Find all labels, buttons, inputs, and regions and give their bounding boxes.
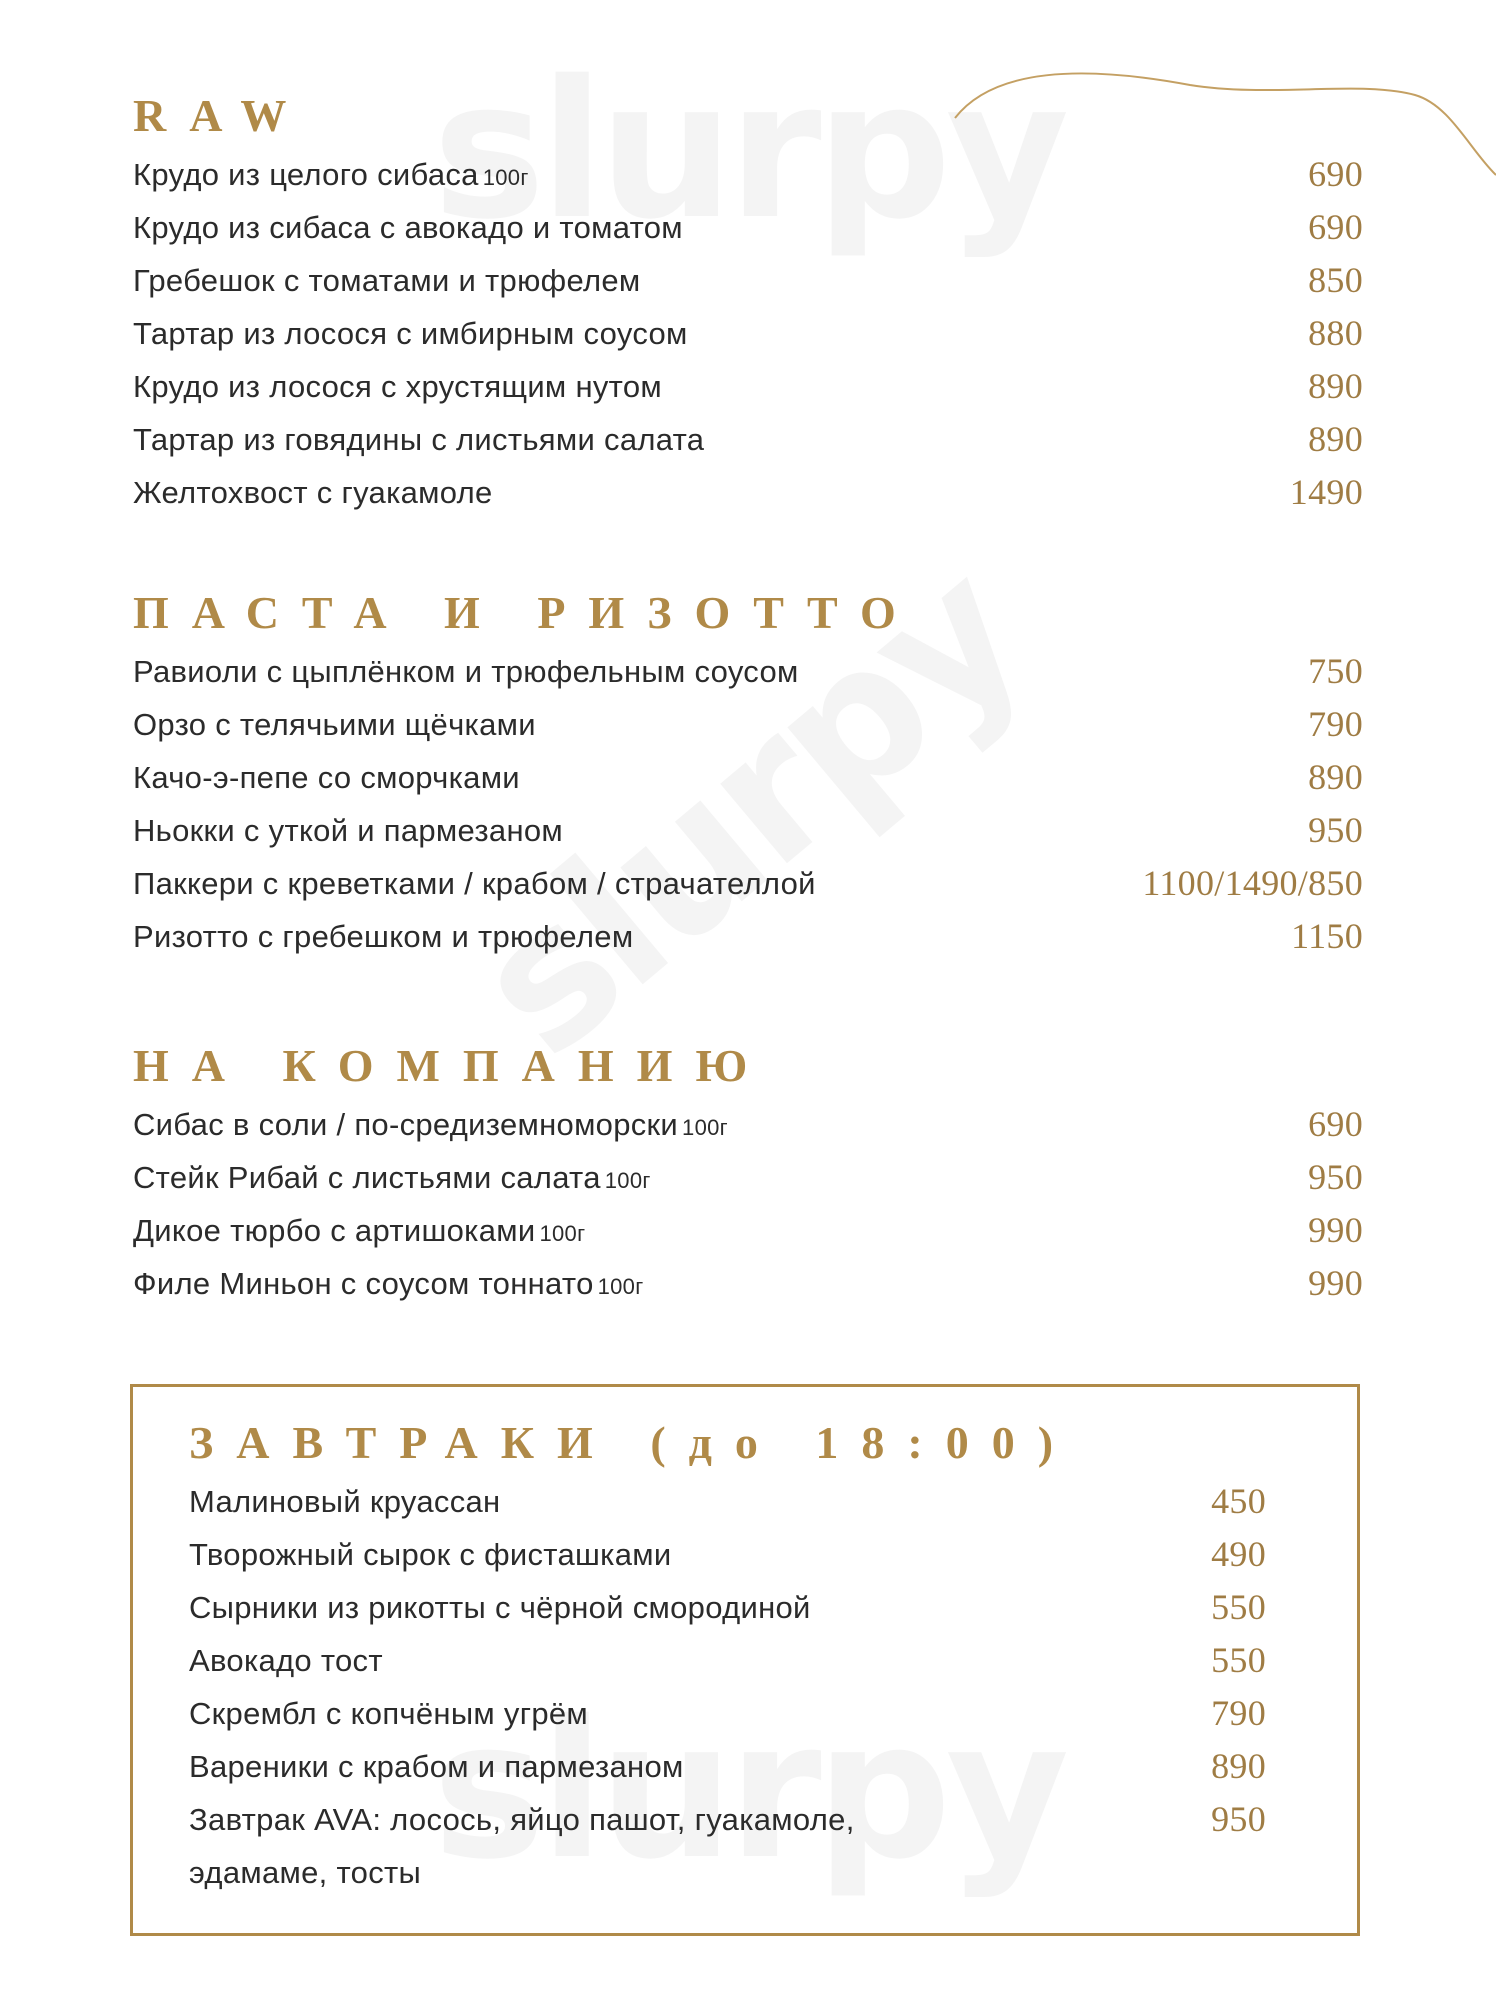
- item-name: Стейк Рибай с листьями салата: [133, 1160, 601, 1195]
- item-price: 1490: [1289, 472, 1363, 512]
- menu-item: [189, 1793, 1266, 1899]
- item-price: 850: [1308, 260, 1363, 300]
- item-name: Крудо из сибаса с авокадо и томатом: [133, 210, 683, 245]
- item-name: Крудо из целого сибаса: [133, 157, 479, 192]
- item-name: Авокадо тост: [189, 1643, 383, 1678]
- menu-item: [133, 148, 1363, 201]
- menu-item: [189, 1740, 1266, 1793]
- item-price: 890: [1211, 1746, 1266, 1786]
- item-price: 790: [1308, 704, 1363, 744]
- item-weight: 100г: [597, 1274, 644, 1299]
- menu-list: [133, 645, 1363, 963]
- menu-item: [189, 1634, 1266, 1687]
- menu-item: [189, 1528, 1266, 1581]
- menu-item: [133, 645, 1363, 698]
- item-price: 490: [1211, 1534, 1266, 1574]
- item-price: 990: [1308, 1263, 1363, 1303]
- item-name: Малиновый круассан: [189, 1484, 501, 1519]
- item-name: Сибас в соли / по-средиземноморски: [133, 1107, 679, 1142]
- menu-list: [189, 1475, 1266, 1899]
- item-name: Ризотто с гребешком и трюфелем: [133, 919, 634, 954]
- section-title: ЗАВТРАКИ (до 18:00): [189, 1417, 1077, 1468]
- item-name: Тартар из говядины с листьями салата: [133, 422, 705, 457]
- item-name: Тартар из лосося с имбирным соусом: [133, 316, 688, 351]
- item-price: 750: [1308, 651, 1363, 691]
- menu-item: [189, 1581, 1266, 1634]
- section-breakfast: [189, 1415, 1266, 1899]
- item-name: Качо-э-пепе со сморчками: [133, 760, 520, 795]
- menu-list: [133, 148, 1363, 519]
- item-name: Желтохвост с гуакамоле: [133, 475, 493, 510]
- section-pasta-risotto: [133, 585, 1363, 963]
- section-title: ПАСТА И РИЗОТТО: [133, 587, 919, 638]
- item-price: 550: [1211, 1587, 1266, 1627]
- item-name: Скрембл с копчёным угрём: [189, 1696, 589, 1731]
- menu-item: [133, 1151, 1363, 1204]
- item-name: Дикое тюрбо с артишоками: [133, 1213, 536, 1248]
- section-raw: [133, 88, 1363, 519]
- item-name: Вареники с крабом и пармезаном: [189, 1749, 684, 1784]
- menu-item: [133, 1257, 1363, 1310]
- section-title: RAW: [133, 90, 310, 141]
- item-name: Творожный сырок с фисташками: [189, 1537, 672, 1572]
- menu-item: [133, 910, 1363, 963]
- menu-item: [133, 698, 1363, 751]
- item-name: Гребешок с томатами и трюфелем: [133, 263, 641, 298]
- item-weight: 100г: [682, 1115, 728, 1140]
- item-price: 990: [1308, 1210, 1363, 1250]
- item-name: Равиоли с цыплёнком и трюфельным соусом: [133, 654, 799, 689]
- item-price: 880: [1308, 313, 1363, 353]
- item-price: 550: [1211, 1640, 1266, 1680]
- item-name: Ньокки с уткой и пармезаном: [133, 813, 564, 848]
- item-price: 790: [1211, 1693, 1266, 1733]
- item-price: 690: [1308, 1104, 1363, 1144]
- menu-list: [133, 1098, 1363, 1310]
- section-for-company: [133, 1038, 1363, 1310]
- item-price: 1150: [1291, 916, 1363, 956]
- item-name: Сырники из рикотты с чёрной смородиной: [189, 1590, 811, 1625]
- item-weight: 100г: [539, 1221, 586, 1246]
- menu-item: [133, 360, 1363, 413]
- item-price: 690: [1308, 154, 1363, 194]
- item-name: Филе Миньон с соусом тоннато: [133, 1266, 594, 1301]
- item-name: Завтрак AVA: лосось, яйцо пашот, гуакамоле, эдамаме, тосты: [189, 1802, 855, 1890]
- menu-item: [133, 254, 1363, 307]
- menu-item: [133, 857, 1363, 910]
- item-price: 950: [1308, 1157, 1363, 1197]
- item-price: 890: [1308, 366, 1363, 406]
- item-name: Орзо с телячьими щёчками: [133, 707, 536, 742]
- menu-item: [133, 201, 1363, 254]
- section-title: НА КОМПАНИЮ: [133, 1040, 771, 1091]
- menu-item: [133, 307, 1363, 360]
- item-price: 890: [1308, 419, 1363, 459]
- menu-item: [133, 466, 1363, 519]
- menu-item: [133, 413, 1363, 466]
- item-price: 1100/1490/850: [1142, 863, 1363, 903]
- item-weight: 100г: [482, 165, 529, 190]
- menu-item: [133, 1204, 1363, 1257]
- item-price: 450: [1211, 1481, 1266, 1521]
- menu-item: [133, 1098, 1363, 1151]
- menu-item: [189, 1687, 1266, 1740]
- item-price: 890: [1308, 757, 1363, 797]
- breakfast-box: [130, 1384, 1360, 1936]
- menu-item: [133, 751, 1363, 804]
- item-name: Крудо из лосося с хрустящим нутом: [133, 369, 662, 404]
- menu-item: [133, 804, 1363, 857]
- menu-item: [189, 1475, 1266, 1528]
- item-price: 950: [1308, 810, 1363, 850]
- item-name: Паккери с креветками / крабом / страчателлой: [133, 866, 816, 901]
- item-weight: 100г: [604, 1168, 651, 1193]
- item-price: 950: [1211, 1799, 1266, 1839]
- item-price: 690: [1308, 207, 1363, 247]
